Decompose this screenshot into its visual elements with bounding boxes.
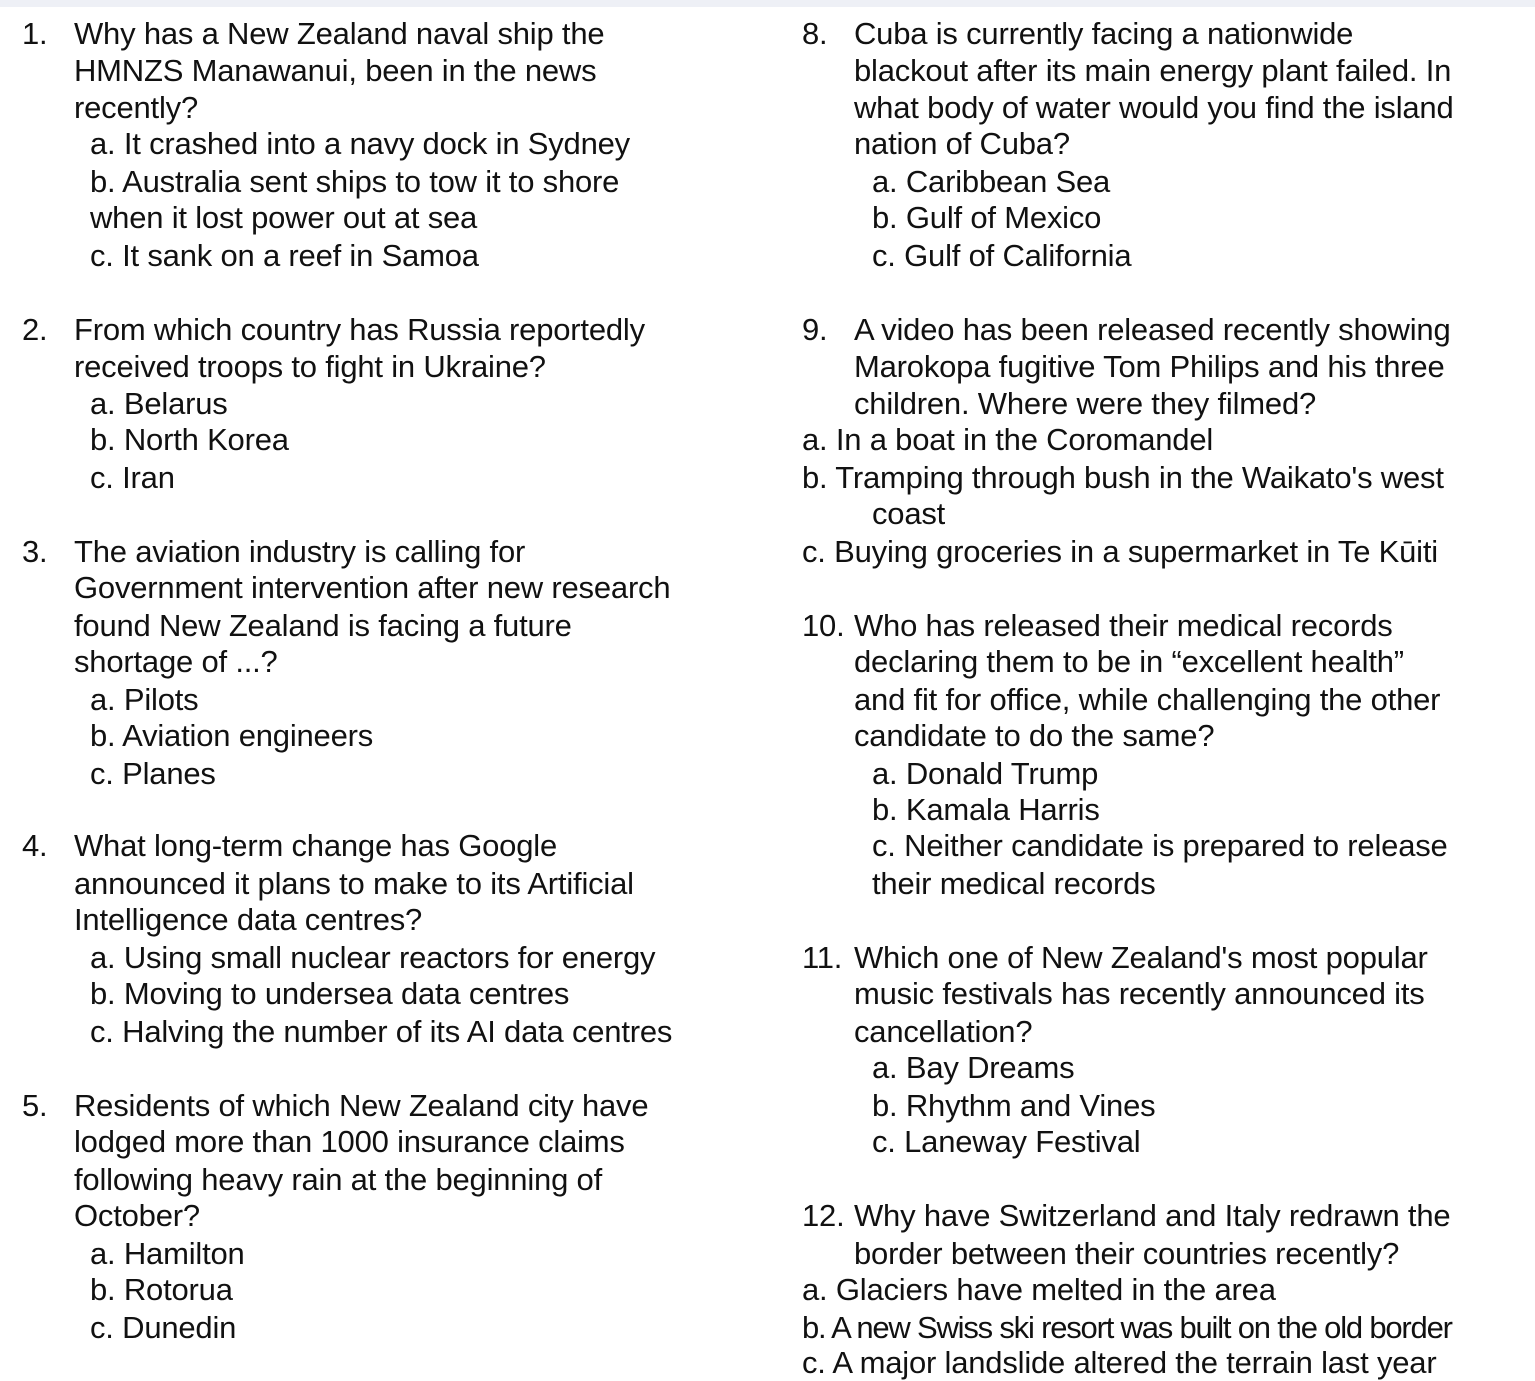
answer-option-b: b. Moving to undersea data centres (90, 976, 570, 1011)
top-border (0, 0, 1535, 7)
question-text-line: border between their countries recently? (854, 1236, 1400, 1271)
question-number: 12. (802, 1198, 845, 1233)
question-number: 3. (22, 534, 48, 569)
answer-option-c-cont: their medical records (872, 866, 1156, 901)
question-text-line: Government intervention after new research (74, 570, 671, 605)
question-number: 4. (22, 828, 48, 863)
answer-option-b: b. Kamala Harris (872, 792, 1100, 827)
question-number: 11. (802, 940, 843, 975)
question-text-line: Why have Switzerland and Italy redrawn the (854, 1198, 1451, 1233)
answer-option-a: a. Belarus (90, 386, 228, 421)
question-text-line: children. Where were they filmed? (854, 386, 1317, 421)
answer-option-a: a. Caribbean Sea (872, 164, 1111, 199)
question-text-line: Marokopa fugitive Tom Philips and his three (854, 349, 1445, 384)
answer-option-b: b. Rhythm and Vines (872, 1088, 1156, 1123)
question-text-line: music festivals has recently announced its (854, 976, 1425, 1011)
answer-option-c: c. Halving the number of its AI data centres (90, 1014, 673, 1049)
question-number: 2. (22, 312, 48, 347)
answer-option-b: b. North Korea (90, 422, 289, 457)
question-text-line: what body of water would you find the island (854, 90, 1454, 125)
answer-option-c: c. Iran (90, 460, 175, 495)
question-text-line: recently? (74, 90, 198, 125)
question-text-line: From which country has Russia reportedly (74, 312, 645, 347)
answer-option-a: a. Donald Trump (872, 756, 1099, 791)
question-text-line: Cuba is currently facing a nationwide (854, 16, 1354, 51)
question-text-line: Which one of New Zealand's most popular (854, 940, 1428, 975)
question-text-line: October? (74, 1198, 200, 1233)
answer-option-a: a. Glaciers have melted in the area (802, 1272, 1276, 1307)
answer-option-a: a. It crashed into a navy dock in Sydney (90, 126, 630, 161)
answer-option-b: b. Gulf of Mexico (872, 200, 1102, 235)
answer-option-c: c. Neither candidate is prepared to release (872, 828, 1448, 863)
question-text-line: received troops to fight in Ukraine? (74, 349, 546, 384)
answer-option-c: c. Gulf of California (872, 238, 1132, 273)
answer-option-b: b. Rotorua (90, 1272, 233, 1307)
question-text-line: Intelligence data centres? (74, 902, 423, 937)
question-text-line: Why has a New Zealand naval ship the (74, 16, 605, 51)
question-text-line: candidate to do the same? (854, 718, 1215, 753)
answer-option-a: a. Bay Dreams (872, 1050, 1075, 1085)
answer-option-a: a. Using small nuclear reactors for energy (90, 940, 656, 975)
answer-option-c: c. Planes (90, 756, 216, 791)
question-number: 9. (802, 312, 828, 347)
answer-option-a: a. Pilots (90, 682, 199, 717)
answer-option-c: c. Buying groceries in a supermarket in Te Kūiti (802, 534, 1438, 569)
question-text-line: A video has been released recently showing (854, 312, 1451, 347)
answer-option-b-cont: when it lost power out at sea (90, 200, 478, 235)
question-number: 5. (22, 1088, 48, 1123)
question-number: 1. (22, 16, 48, 51)
question-text-line: What long-term change has Google (74, 828, 557, 863)
question-text-line: declaring them to be in “excellent health” (854, 644, 1404, 679)
question-number: 8. (802, 16, 828, 51)
answer-option-c: c. It sank on a reef in Samoa (90, 238, 479, 273)
answer-option-b: b. A new Swiss ski resort was built on the old border (802, 1310, 1452, 1345)
answer-option-b: b. Tramping through bush in the Waikato's west (802, 460, 1444, 495)
answer-option-b: b. Australia sent ships to tow it to shore (90, 164, 620, 199)
answer-option-c: c. Dunedin (90, 1310, 237, 1345)
question-text-line: HMNZS Manawanui, been in the news (74, 53, 597, 88)
question-text-line: nation of Cuba? (854, 126, 1070, 161)
answer-option-a: a. Hamilton (90, 1236, 245, 1271)
question-text-line: following heavy rain at the beginning of (74, 1162, 602, 1197)
question-text-line: and fit for office, while challenging the other (854, 682, 1441, 717)
question-number: 10. (802, 608, 845, 643)
question-text-line: announced it plans to make to its Artificial (74, 866, 634, 901)
answer-option-a: a. In a boat in the Coromandel (802, 422, 1214, 457)
question-text-line: The aviation industry is calling for (74, 534, 526, 569)
question-text-line: shortage of ...? (74, 644, 278, 679)
question-text-line: lodged more than 1000 insurance claims (74, 1124, 625, 1159)
question-text-line: cancellation? (854, 1014, 1033, 1049)
answer-option-c: c. A major landslide altered the terrain last year (802, 1345, 1437, 1380)
answer-option-b: b. Aviation engineers (90, 718, 374, 753)
question-text-line: Who has released their medical records (854, 608, 1393, 643)
question-text-line: Residents of which New Zealand city have (74, 1088, 649, 1123)
question-text-line: blackout after its main energy plant failed. In (854, 53, 1452, 88)
answer-option-c: c. Laneway Festival (872, 1124, 1141, 1159)
answer-option-b-cont: coast (872, 496, 946, 531)
question-text-line: found New Zealand is facing a future (74, 608, 572, 643)
